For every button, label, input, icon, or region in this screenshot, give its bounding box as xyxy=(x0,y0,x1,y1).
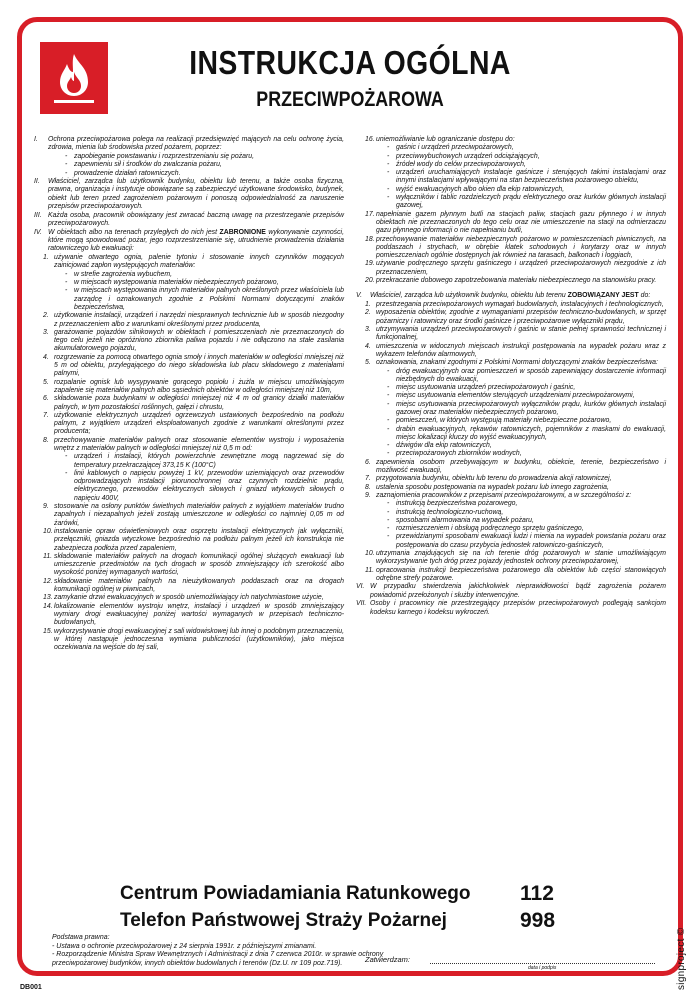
list-item: 4. rozgrzewanie za pomocą otwartego ognia smoły i innych materiałów w odległości mniejszej niż 5 m od obiektu, przylegającego do niego składowiska lub placu składowego z materiałami palnymi, xyxy=(43,353,344,378)
list-item: - wyjść ewakuacyjnych albo okien dla ekip ratowniczych, xyxy=(387,185,565,193)
list-item: 12. składowanie materiałów palnych na nieużytkowanych poddaszach oraz na drogach komunikacji ogólnej w piwnicach, xyxy=(43,577,344,594)
list-item: 9. zaznajomienia pracowników z przepisami przeciwpożarowymi, a w szczególności z: xyxy=(365,491,632,499)
keyword-obligated: ZOBOWIĄZANY JEST xyxy=(567,292,639,300)
list-item: 20. przekraczanie dobowego zapotrzebowania materiału niebezpiecznego na stanowisku pracy. xyxy=(365,277,657,285)
page-title: INSTRUKCJA OGÓLNA xyxy=(189,44,511,81)
list-item: - rozmieszczeniem i obsługą podręcznego sprzętu gaśniczego, xyxy=(387,525,584,533)
list-item: - w miejscach występowania materiałów niebezpiecznych pożarowo, xyxy=(65,279,279,287)
list-item: - zapewnieniu sił i środków do zwalczania pożaru, xyxy=(65,161,222,169)
list-item: - miejsc usytuowania elementów sterujących urządzeniami przeciwpożarowymi, xyxy=(387,392,635,400)
list-item: - sposobami alarmowania na wypadek pożaru, xyxy=(387,516,534,524)
section-v: V. Właściciel, zarządca lub użytkownik budynku, obiektu lub terenu ZOBOWIĄZANY JEST do: xyxy=(356,292,651,300)
list-item: 5. rozpalanie ognisk lub wysypywanie gorącego popiołu i żużla w miejscu umożliwiającym zapalenie się materiałów palnych albo sąsiednich obiektów w odległości mniejszej niż 10m, xyxy=(43,378,344,394)
legal-basis: Podstawa prawna: - Ustawa o ochronie przeciwpożarowej z 24 sierpnia 1991r. z późniejszymi zmianami. - Rozporządzenie Ministra Spraw Wewnętrznych i Administracji z dnia 7 czerwca 2010r. w sprawie ochrony przeciwpożarowej budynków, innych obiektów budowlanych i terenów (Dz.U. nr 109 poz.719). xyxy=(52,934,384,967)
right-column xyxy=(356,136,666,876)
list-item: 2. wyposażenia obiektów, zgodnie z wymaganiami przepisów techniczno-budowlanych, w sprzęt pożarniczy i ratowniczy oraz środki gaśnicze i przeciwpożarowe wyłączniki prądu, xyxy=(365,309,666,325)
list-item: - miejsc usytuowania przeciwpożarowych wyłączników prądu, kurków głównych instalacji gazowej oraz materiałów niebezpiecznych pożarowo, xyxy=(387,400,666,416)
list-item: 9. stosowanie na osłony punktów świetlnych materiałów palnych z wyjątkiem materiałów trudno zapalnych i niezapalnych jeżeli zostają umieszczone w odległości co najmniej 0,05 m od żarówki, xyxy=(43,503,344,527)
list-item: - przewidzianymi sposobami ewakuacji ludzi i mienia na wypadek powstania pożaru oraz postępowania do czasu przybycia jednostek ratowniczo-gaśniczych, xyxy=(387,533,666,549)
list-item: 17. napełnianie gazem płynnym butli na stacjach paliw, stacjach gazu płynnego i w innych obiektach nie przeznaczonych do tego celu oraz nie umieszczenie na stacji na odmierzaczu gazu płynnego informacji o nie napełnianiu butli, xyxy=(365,210,666,235)
brand-mark: signproject © xyxy=(676,927,687,990)
list-item: 13. zamykanie drzwi ewakuacyjnych w sposób uniemożliwiający ich natychmiastowe użycie, xyxy=(43,594,324,602)
list-item: 19. używanie podręcznego sprzętu gaśniczego i urządzeń przeciwpożarowych niezgodnie z ich przeznaczeniem, xyxy=(365,260,666,276)
list-item: - zapobieganie powstawaniu i rozprzestrzenianiu się pożaru, xyxy=(65,153,255,161)
list-item: 11. opracowania instrukcji bezpieczeństwa pożarowego dla obiektów lub części stanowiących odrębne strefy pożarowe. xyxy=(365,566,666,582)
list-item: 6. zapewnienia osobom przebywającym w budynku, obiekcie, terenie, bezpieczeństwo i możliwość ewakuacji, xyxy=(365,458,666,475)
emergency-label-998: Telefon Państwowej Straży Pożarnej xyxy=(120,910,447,931)
list-item: 4. umieszczenia w widocznych miejscach instrukcji postępowania na wypadek pożaru wraz z wykazem telefonów alarmowych, xyxy=(365,342,666,358)
product-code: DB001 xyxy=(20,984,42,991)
section-vii: VII. Osoby i pracownicy nie przestrzegający przepisów przeciwpożarowych podlegają sankcjom kodeksu karnego i kodeksu wykroczeń. xyxy=(356,600,666,616)
list-item: 10. utrzymania znajdujących się na ich terenie dróg pożarowych w stanie umożliwiającym wykorzystywanie tych dróg przez pojazdy jednostek ochrony przeciwpożarowej, xyxy=(365,550,666,566)
list-item: - źródeł wody do celów przeciwpożarowych, xyxy=(387,160,526,168)
section-vi: VI. W przypadku stwierdzenia jakichkolwiek nieprawidłowości bądź zagrożenia pożarem powiadomić przełożonych i służby interwencyjne. xyxy=(356,583,666,599)
list-item: 8. ustalenia sposobu postępowania na wypadek pożaru lub innego zagrożenia, xyxy=(365,483,609,491)
section-iv: IV. W obiektach albo na terenach przyległych do nich jest ZABRONIONE wykonywanie czynności, które mogą spowodować pożar, jego rozprzestrzenianie się, utrudnienie prowadzenia działania ratowniczego lub ewakuacji: xyxy=(34,228,344,253)
list-item: - w strefie zagrożenia wybuchem, xyxy=(65,270,173,278)
left-column xyxy=(34,136,344,876)
keyword-forbidden: ZABRONIONE xyxy=(219,228,266,236)
list-item: 2. użytkowanie instalacji, urządzeń i narzędzi niesprawnych technicznie lub w sposób niezgodny z przeznaczeniem albo z warunkami określonymi przez producenta, xyxy=(43,312,344,328)
list-item: 11. składowanie materiałów palnych na drogach komunikacji ogólnej służących ewakuacji lub umieszczenie przedmiotów na tych drogach w sposób zmniejszający ich szerokość albo wysokość poniżej wymaganych wartości, xyxy=(43,552,344,577)
emergency-label-112: Centrum Powiadamiania Ratunkowego xyxy=(120,883,471,904)
instruction-columns xyxy=(34,136,666,876)
list-item: - urządzeń uruchamiających instalacje gaśnicze i sterujących takimi instalacjami oraz innymi instalacjami wpływającymi na stan bezpieczeństwa pożarowego obiektu, xyxy=(387,169,666,185)
list-item: 3. garażowanie pojazdów silnikowych w obiektach i pomieszczeniach nie przeznaczonych do tego celu jeżeli nie opróżniono zbiornika paliwa pojazdu i nie odłączono na stałe zasilania akumulatorowego pojazdu, xyxy=(43,328,344,353)
list-item: 7. użytkowanie elektrycznych urządzeń ogrzewczych ustawionych bezpośrednio na podłożu palnym, z wyjątkiem urządzeń eksploatowanych zgodnie z warunkami określonymi przez producenta; xyxy=(43,411,344,436)
section-iii: III. Każda osoba, pracownik obowiązany jest zwracać baczną uwagę na przestrzeganie przepisów przeciwpożarowych. xyxy=(34,211,344,227)
list-item: - gaśnic i urządzeń przeciwpożarowych, xyxy=(387,144,514,152)
list-item: 6. składowanie poza budynkami w odległości mniejszej niż 4 m od granicy działki materiałów palnych, w tym pozostałości roślinnych, gałęzi i chrustu, xyxy=(43,395,344,411)
list-item: - przeciwpożarowych zbiorników wodnych, xyxy=(387,450,522,458)
emergency-number-112: 112 xyxy=(520,882,554,905)
list-item: - dróg ewakuacyjnych oraz pomieszczeń w sposób zapewniający dostarczenie informacji niezbędnych do ewakuacji, xyxy=(387,367,666,383)
page-subtitle: PRZECIWPOŻAROWA xyxy=(256,88,444,111)
list-item: 8. przechowywanie materiałów palnych oraz stosowanie elementów wystroju i wyposażenia wnętrz z materiałów palnych w odległości mniejszej niż 0,5 m od: xyxy=(43,436,344,452)
emergency-number-998: 998 xyxy=(520,909,556,932)
list-item: - drabin ewakuacyjnych, rękawów ratowniczych, pojemników z maskami do ewakuacji, miejsc lokalizacji kluczy do wyjść ewakuacyjnych, xyxy=(387,425,666,441)
list-item: - w miejscach występowania innych materiałów palnych określonych przez właściciela lub zarządcę i oznakowanych zgodnie z Polskimi Normami dotyczącymi znaków bezpieczeństwa, xyxy=(65,287,344,311)
list-item: - instrukcją bezpieczeństwa pożarowego, xyxy=(387,500,518,508)
list-item: 7. przygotowania budynku, obiektu lub terenu do prowadzenia akcji ratowniczej, xyxy=(365,475,612,483)
list-item: - miejsc usytuowania urządzeń przeciwpożarowych i gaśnic, xyxy=(387,384,576,392)
list-item: - linii kablowych o napięciu powyżej 1 kV, przewodów uziemiających oraz przewodów odprowadzających instalacji piorunochronnej oraz czynnych rozdzielnic prądu, elektrycznego, przewodów elektrycznych siłowych i gniazd wtykowych siłowych o napięciu 400V, xyxy=(65,469,344,502)
list-item: - dźwigów dla ekip ratowniczych, xyxy=(387,442,492,450)
list-item: - urządzeń i instalacji, których powierzchnie zewnętrzne mogą nagrzewać się do temperatury przekraczającej 373,15 K (100°C) xyxy=(65,453,344,469)
list-item: - prowadzenie działań ratowniczych. xyxy=(65,169,181,177)
list-item: 3. utrzymywania urządzeń przeciwpożarowych i gaśnic w stanie pełnej sprawności technicznej i funkcjonalnej, xyxy=(365,326,666,342)
section-i: I. Ochrona przeciwpożarowa polega na realizacji przedsięwzięć mających na celu ochronę życia, zdrowia, mienia lub środowiska przed pożarem, poprzez: xyxy=(34,136,344,152)
emergency-numbers xyxy=(120,880,555,934)
list-item: - instrukcją technologiczno-ruchową, xyxy=(387,508,504,516)
list-item: 10. instalowanie opraw oświetleniowych oraz osprzętu instalacji elektrycznych jak wyłączniki, przełączniki, gniazda wtyczkowe bezpośrednio na podłożu palnym jeżeli ich konstrukcja nie zabezpiecza podłoża przed zapaleniem, xyxy=(43,527,344,552)
list-item: 1. używanie otwartego ognia, palenie tytoniu i stosowanie innych czynników mogących zainicjować zapłon występujących materiałów: xyxy=(43,254,344,270)
list-item: 16. uniemożliwianie lub ograniczanie dostępu do: xyxy=(365,136,515,143)
list-item: 18. przechowywanie materiałów niebezpiecznych pożarowo w pomieszczeniach piwnicznych, na poddaszach i strychach, w obrębie klatek schodowych i korytarzy oraz w innych pomieszczeniach ogólnie dostępnych jak również na tarasach, balkonach i loggiach, xyxy=(365,235,666,260)
approval-label: Zatwierdzam: xyxy=(365,955,411,964)
list-item: 5. oznakowania, znakami zgodnymi z Polskimi Normami dotyczącymi znaków bezpieczeństwa: xyxy=(365,359,658,367)
list-item: 14. lokalizowanie elementów wystroju wnętrz, instalacji i urządzeń w sposób zmniejszający wymiary drogi ewakuacyjnej poniżej wartości wymaganych w przepisach techniczno-budowlanych, xyxy=(43,602,344,627)
signature-line xyxy=(430,963,655,964)
signature-caption: data i podpis xyxy=(528,965,557,971)
list-item: - wyłączników i tablic rozdzielczych prądu elektrycznego oraz kurków głównych instalacji gazowej, xyxy=(387,194,666,210)
list-item: 1. przestrzegania przeciwpożarowych wymagań budowlanych, instalacyjnych i technologicznych, xyxy=(365,301,664,309)
list-item: - przeciwwybuchowych urządzeń odciążających, xyxy=(387,152,540,160)
list-item: 15. wykorzystywanie drogi ewakuacyjnej z sali widowiskowej lub innej o podobnym przeznaczeniu, w której nastąpuje jednoczesna wymiana publiczności (użytkowników), jako miejsca oczekiwania na wejście do tej sali, xyxy=(43,627,344,652)
list-item: - pomieszczeń, w których występują materiały niebezpieczne pożarowo, xyxy=(387,417,612,425)
section-ii: II. Właściciel, zarządca lub użytkownik budynku, obiektu lub terenu, a także osoba fizyczna, prawna, organizacja i instytucje obowiązane są zabezpieczyć użytkowane środowisko, budynek, obiekt lub teren przed zagrożeniem pożarowym i ponoszą odpowiedzialność za naruszenie przepisów przeciwpożarowych. xyxy=(34,177,344,210)
